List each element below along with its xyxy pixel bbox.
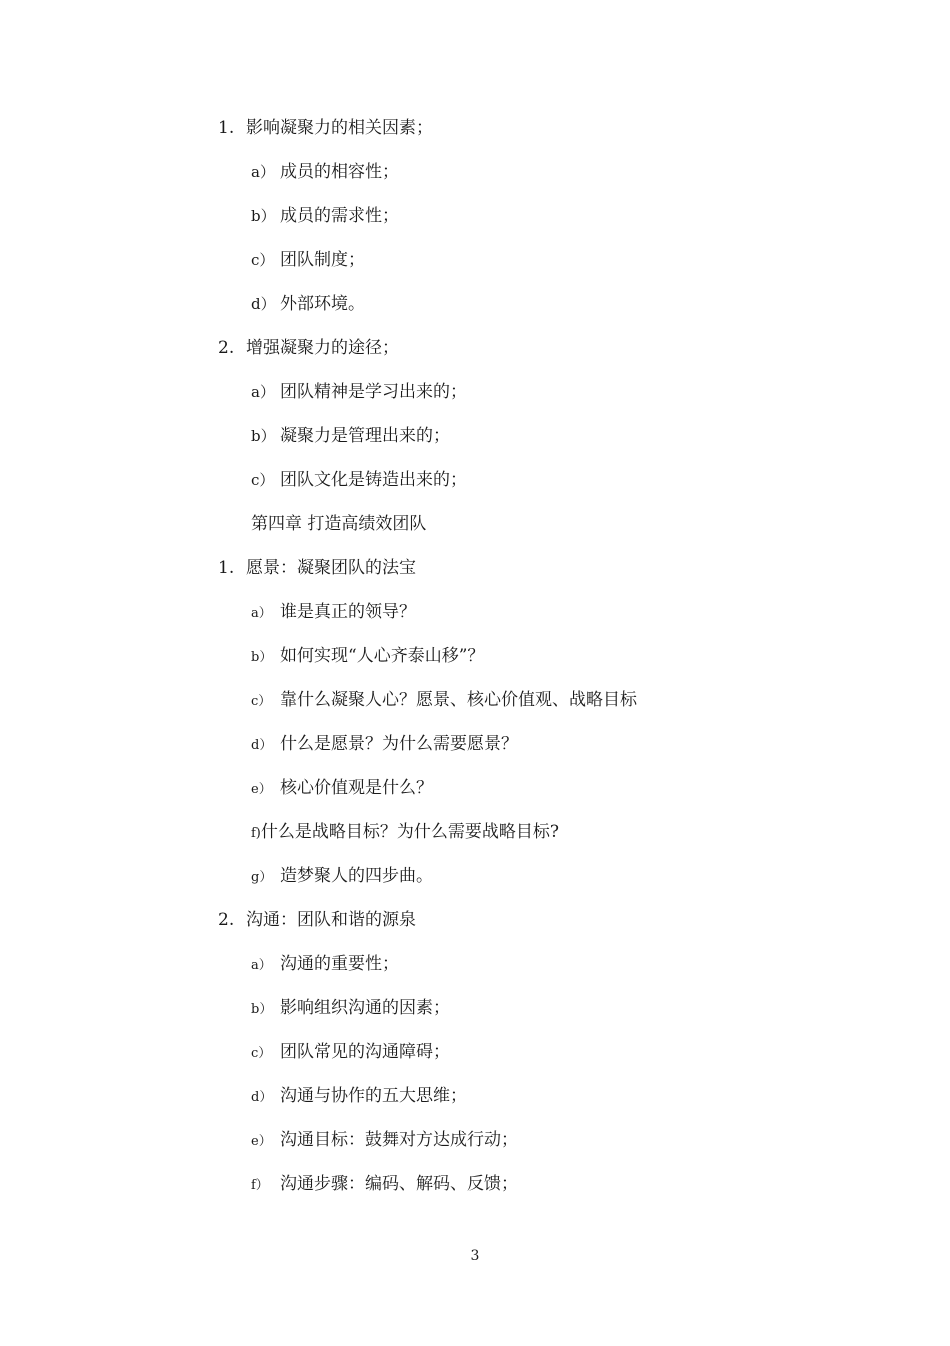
list-item <box>251 377 467 407</box>
list-item <box>251 289 365 319</box>
list-item <box>251 245 365 275</box>
list-item-text: 成员的需求性； <box>280 206 399 226</box>
list-item-text: 沟通与协作的五大思维； <box>280 1086 467 1106</box>
list-item-text: 团队制度； <box>280 250 365 270</box>
list-item-text: 靠什么凝聚人心？愿景、核心价值观、战略目标 <box>280 690 637 710</box>
list-item-text: 谁是真正的领导？ <box>280 602 416 622</box>
list-item-marker: c） <box>251 1046 272 1061</box>
list-item-marker: a） <box>251 163 275 181</box>
list-item-marker: b） <box>251 650 273 665</box>
list-item-text: 团队精神是学习出来的； <box>280 382 467 402</box>
list-heading-text: 愿景：凝聚团队的法宝 <box>246 558 416 578</box>
list-item-marker: d） <box>251 295 276 313</box>
list-item-marker: c） <box>251 694 272 709</box>
list-item-marker: g） <box>251 870 273 885</box>
list-item-marker: a） <box>251 383 275 401</box>
list-item <box>251 157 399 187</box>
page-number: 3 <box>470 1248 480 1264</box>
list-heading-vision <box>218 553 416 583</box>
list-number: 2. <box>218 338 235 358</box>
chapter-title: 第四章 打造高绩效团队 <box>251 514 427 534</box>
list-item-marker: b） <box>251 207 276 225</box>
list-item-text: 如何实现“人心齐泰山移”？ <box>280 646 485 666</box>
list-item-text: 沟通步骤：编码、解码、反馈； <box>280 1174 518 1194</box>
list-heading-text: 影响凝聚力的相关因素； <box>246 118 433 138</box>
list-item-marker: b） <box>251 1002 273 1017</box>
list-item-text: 沟通目标：鼓舞对方达成行动； <box>280 1130 518 1150</box>
list-item-marker: a） <box>251 606 272 621</box>
list-number: 1. <box>218 118 235 138</box>
list-item-text: 影响组织沟通的因素； <box>280 998 450 1018</box>
list-item-text: 沟通的重要性； <box>280 954 399 974</box>
list-item <box>251 465 467 495</box>
list-item-marker: e） <box>251 1134 272 1149</box>
list-item-marker: d） <box>251 1090 273 1105</box>
list-item <box>251 685 637 715</box>
list-item-text: 团队常见的沟通障碍； <box>280 1042 450 1062</box>
list-item <box>251 861 433 891</box>
list-item-marker: b） <box>251 427 276 445</box>
list-item-marker: c） <box>251 471 275 489</box>
list-item-marker: f) <box>251 826 261 841</box>
list-item-text: 什么是战略目标？为什么需要战略目标? <box>260 822 560 842</box>
list-item-marker: d） <box>251 738 273 753</box>
list-item-marker: c） <box>251 251 275 269</box>
list-number: 1. <box>218 558 235 578</box>
list-item-text: 团队文化是铸造出来的； <box>280 470 467 490</box>
list-item <box>251 1037 450 1067</box>
list-item <box>251 421 450 451</box>
list-item <box>251 1081 467 1111</box>
list-item-text: 外部环境。 <box>280 294 365 314</box>
list-heading-communication <box>218 905 416 935</box>
list-item <box>251 641 484 671</box>
list-item-text: 核心价值观是什么？ <box>280 778 433 798</box>
list-heading-ways <box>218 333 399 363</box>
list-item <box>251 817 559 847</box>
list-heading-text: 沟通：团队和谐的源泉 <box>246 910 416 930</box>
list-item-text: 凝聚力是管理出来的； <box>280 426 450 446</box>
list-item <box>251 201 399 231</box>
list-item <box>251 993 450 1023</box>
list-item <box>251 1125 518 1155</box>
list-item <box>251 949 399 979</box>
list-item-text: 造梦聚人的四步曲。 <box>280 866 433 886</box>
list-item-marker: f） <box>251 1178 269 1193</box>
list-heading-factors <box>218 113 433 143</box>
list-number: 2. <box>218 910 235 930</box>
list-item <box>251 729 518 759</box>
list-item-text: 什么是愿景？为什么需要愿景？ <box>280 734 518 754</box>
list-item <box>251 773 433 803</box>
list-heading-text: 增强凝聚力的途径； <box>246 338 399 358</box>
list-item-marker: a） <box>251 958 272 973</box>
list-item <box>251 1169 518 1199</box>
list-item <box>251 597 416 627</box>
list-item-text: 成员的相容性； <box>280 162 399 182</box>
list-item-marker: e） <box>251 782 272 797</box>
